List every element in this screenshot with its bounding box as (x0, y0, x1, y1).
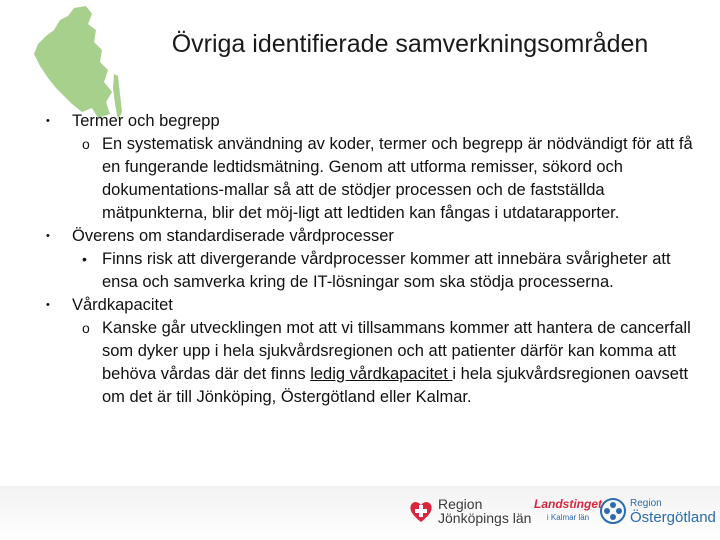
bullet-marker: • (46, 230, 50, 242)
sub-bullet-text-part: i hela sjukvårdsregionen oavsett om det är till Jönköping, Östergötland eller Kalmar. (102, 365, 689, 406)
bullet-item (0, 294, 720, 317)
logo-line2: Jönköpings län (438, 510, 532, 526)
logo-line2: i Kalmar län (546, 513, 590, 522)
bullet-text: Överens om standardiserade vårdprocesser (72, 227, 394, 245)
bullet-text: Vårdkapacitet (72, 296, 173, 314)
footer-logo-bar (0, 486, 720, 540)
sub-bullet-marker: o (82, 136, 90, 152)
heart-cross-icon (408, 498, 434, 524)
page-title: Övriga identifierade samverkningsområden (171, 30, 649, 58)
sub-bullet-text: Finns risk att divergerande vårdprocesser kommer att innebära svårigheter att ensa och samverka kring de IT-lösningar som ska stödja processerna. (102, 250, 671, 291)
logo-line1: Region (630, 498, 662, 509)
landstinget-kalmar-logo (530, 486, 602, 536)
sub-bullet-marker: o (82, 320, 90, 336)
bullet-marker: • (46, 115, 50, 127)
bullet-item (0, 225, 720, 248)
sub-bullet-text: En systematisk användning av koder, termer och begrepp är nödvändigt för att få en fungerande ledtidsmätning. Genom att utforma remisser, sökord och dokumentations-mallar så att de stödjer processen och de fastställda mätpunkterna, blir det möj-ligt att ledtiden kan fångas i utdatarapporter. (102, 135, 693, 222)
logo-line1: Region (438, 496, 483, 512)
bullet-marker: • (46, 299, 50, 311)
region-ostergotland-logo (600, 486, 716, 536)
bullet-text: Termer och begrepp (72, 112, 220, 130)
flower-emblem-icon (600, 498, 626, 524)
bullet-item (0, 110, 720, 133)
content-body (0, 110, 720, 409)
sub-bullet-marker: • (82, 251, 87, 267)
sub-bullet-item (0, 248, 720, 294)
region-map-graphic (22, 4, 132, 122)
sub-bullet-item (0, 317, 720, 409)
sub-bullet-item (0, 133, 720, 225)
logo-line1: Landstinget (534, 497, 602, 511)
region-jonkoping-logo (408, 486, 531, 536)
underlined-phrase: ledig vårdkapacitet (310, 365, 453, 383)
logo-line2: Östergötland (630, 509, 716, 526)
sub-bullet-text-part: Kanske går utvecklingen mot att vi tillsammans kommer att hantera de cancerfall som dyker upp i hela sjukvårdsregionen och att patienter därför kan komma att behöva vårdas där det finns (102, 319, 691, 383)
